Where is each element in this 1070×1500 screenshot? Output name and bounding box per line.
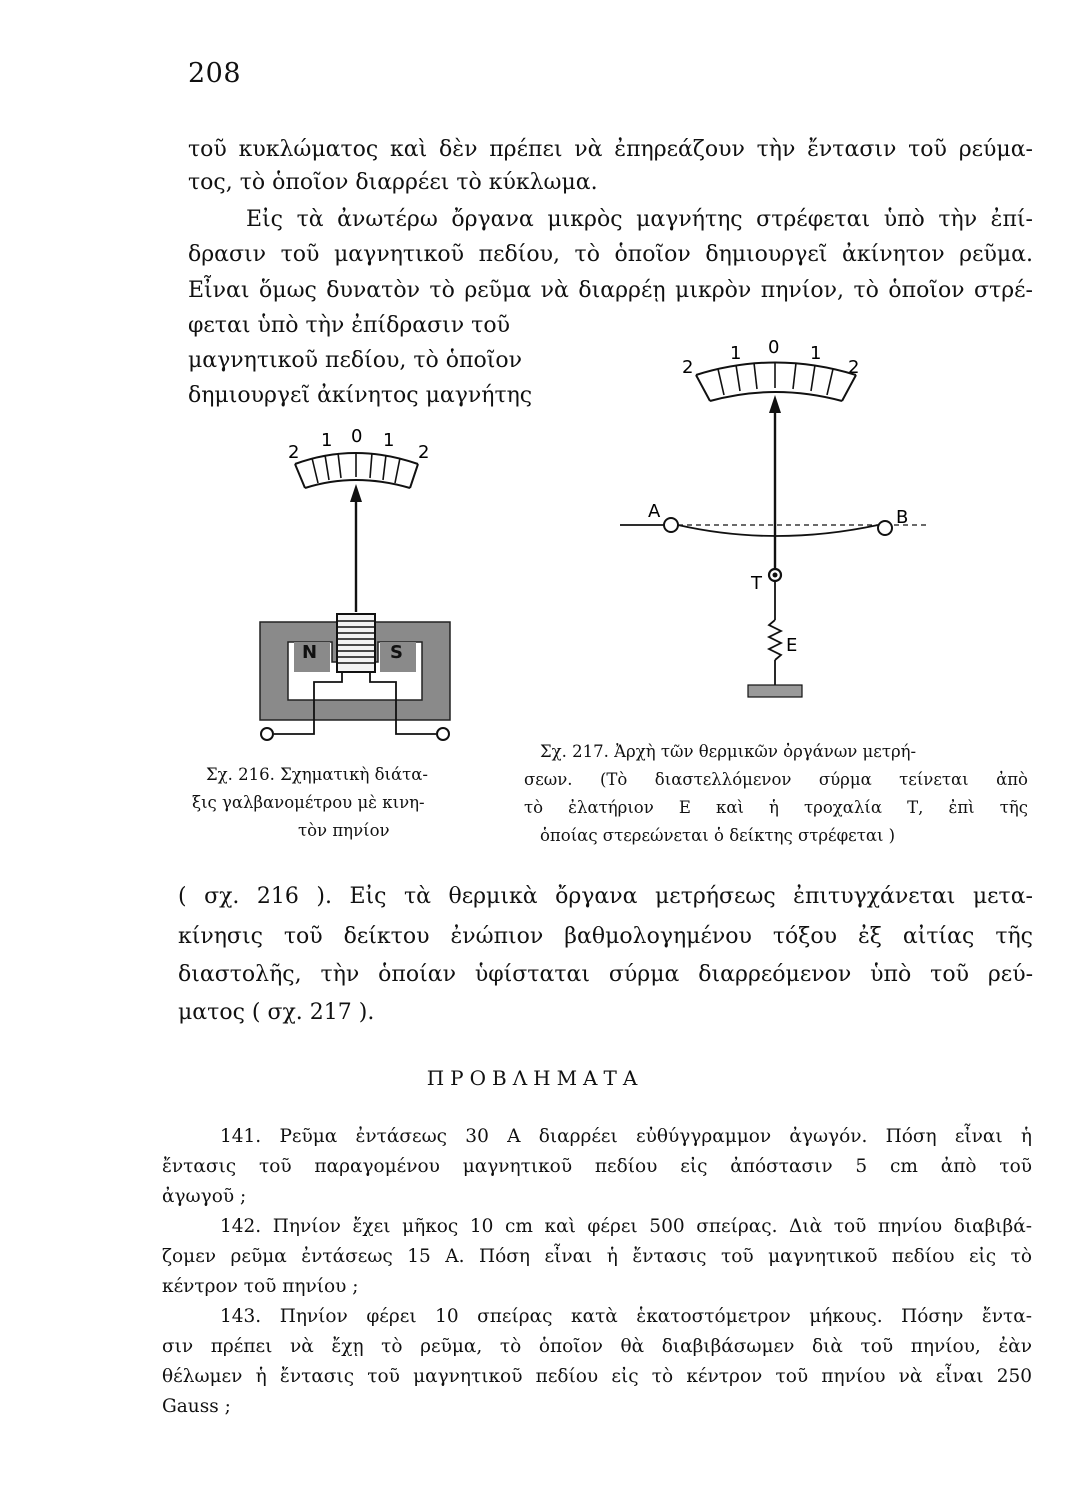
fig216-label-2-left: 2 bbox=[288, 442, 300, 463]
paragraph-line-3: Εἶναι ὅμως δυνατὸν τὸ ρεῦμα νὰ διαρρέῃ μικρὸν πηνίον, τὸ ὁποῖον στρέ- bbox=[188, 278, 1033, 303]
fig217-caption-line-4: ὁποίας στερεώνεται ὁ δείκτης στρέφεται ) bbox=[540, 826, 896, 845]
problem-141-line-3: ἀγωγοῦ ; bbox=[162, 1186, 247, 1207]
fig216-caption-line-1: Σχ. 216. Σχηματικὴ διάτα- bbox=[206, 765, 428, 784]
problem-141-line-2: ἔντασις τοῦ παραγομένου μαγνητικοῦ πεδίου εἰς ἀπόστασιν 5 cm ἀπὸ τοῦ bbox=[162, 1156, 1032, 1177]
paragraph-line-4: φεται ὑπὸ τὴν ἐπίδρασιν τοῦ bbox=[188, 313, 510, 338]
body-line-4: ματος ( σχ. 217 ). bbox=[178, 1000, 375, 1025]
fig216-label-1-left: 1 bbox=[321, 430, 333, 451]
paragraph-line-2: δρασιν τοῦ μαγνητικοῦ πεδίου, τὸ ὁποῖον δημιουργεῖ ἀκίνητον ρεῦμα. bbox=[188, 242, 1033, 267]
body-line-3: διαστολῆς, τὴν ὁποίαν ὑφίσταται σύρμα διαρρεόμενον ὑπὸ τοῦ ρεύ- bbox=[178, 962, 1033, 987]
fig217-caption-line-3: τὸ ἐλατήριον Ε καὶ ἡ τροχαλία Τ, ἐπὶ τῆς bbox=[524, 798, 1028, 817]
fig216-terminal-left bbox=[261, 728, 273, 740]
fig217-terminal-a bbox=[664, 518, 678, 532]
fig216-caption-line-2: ξις γαλβανομέτρου μὲ κινη- bbox=[192, 793, 425, 812]
problem-142-line-2: ζομεν ρεῦμα ἐντάσεως 15 Α. Πόση εἶναι ἡ ἔντασις τοῦ μαγνητικοῦ πεδίου εἰς τὸ bbox=[162, 1246, 1032, 1267]
fig217-label-1-left: 1 bbox=[730, 343, 742, 364]
fig217-label-e: E bbox=[786, 635, 798, 656]
fig216-north-label: N bbox=[302, 642, 318, 663]
fig217-label-1-right: 1 bbox=[810, 343, 822, 364]
fig216-pointer-arrowhead bbox=[350, 484, 362, 502]
fig216-south-label: S bbox=[390, 642, 403, 663]
problem-143-line-4: Gauss ; bbox=[162, 1396, 231, 1417]
figure-217 bbox=[620, 325, 940, 710]
problem-142-line-1: 142. Πηνίον ἔχει μῆκος 10 cm καὶ φέρει 500 σπείρας. Διὰ τοῦ πηνίου διαβιβά- bbox=[220, 1216, 1032, 1237]
fig217-base bbox=[748, 685, 802, 697]
fig217-caption-line-2: σεων. (Τὸ διαστελλόμενον σύρμα τείνεται ἀπὸ bbox=[524, 770, 1028, 789]
fig217-terminal-b bbox=[878, 521, 892, 535]
problem-141-line-1: 141. Ρεῦμα ἐντάσεως 30 Α διαρρέει εὐθύγγραμμον ἀγωγόν. Πόση εἶναι ἡ bbox=[220, 1126, 1032, 1147]
problem-143-line-2: σιν πρέπει νὰ ἔχῃ τὸ ρεῦμα, τὸ ὁποῖον θὰ διαβιβάσωμεν διὰ τοῦ πηνίου, ἐὰν bbox=[162, 1336, 1032, 1357]
intro-line-2: τος, τὸ ὁποῖον διαρρέει τὸ κύκλωμα. bbox=[188, 170, 598, 195]
intro-line-1: τοῦ κυκλώματος καὶ δὲν πρέπει νὰ ἐπηρεάζουν τὴν ἔντασιν τοῦ ρεύμα- bbox=[188, 137, 1033, 162]
fig216-terminal-right bbox=[437, 728, 449, 740]
fig216-scale-arc-inner bbox=[305, 480, 410, 488]
fig217-pointer-arrowhead bbox=[769, 395, 781, 413]
fig217-label-a: A bbox=[648, 501, 661, 522]
fig217-label-0: 0 bbox=[768, 337, 780, 358]
fig216-label-2-right: 2 bbox=[418, 442, 430, 463]
page-number: 208 bbox=[188, 58, 242, 89]
fig217-spring bbox=[769, 620, 781, 660]
section-heading: ΠΡΟΒΛΗΜΑΤΑ bbox=[426, 1066, 644, 1090]
body-line-2: κίνησις τοῦ δείκτου ἐνώπιον βαθμολογημένου τόξου ἐξ αἰτίας τῆς bbox=[178, 924, 1033, 949]
paragraph-line-5: μαγνητικοῦ πεδίου, τὸ ὁποῖον bbox=[188, 348, 522, 373]
fig217-label-t: T bbox=[751, 573, 762, 594]
fig217-hot-wire bbox=[678, 525, 878, 536]
fig217-caption-line-1: Σχ. 217. Ἀρχὴ τῶν θερμικῶν ὀργάνων μετρή- bbox=[540, 742, 917, 761]
fig217-label-b: B bbox=[896, 507, 909, 528]
body-line-1: ( σχ. 216 ). Εἰς τὰ θερμικὰ ὄργανα μετρήσεως ἐπιτυγχάνεται μετα- bbox=[178, 884, 1033, 909]
fig216-label-0: 0 bbox=[351, 426, 363, 447]
paragraph-line-1: Εἰς τὰ ἀνωτέρω ὄργανα μικρὸς μαγνήτης στρέφεται ὑπὸ τὴν ἐπί- bbox=[246, 207, 1033, 232]
fig216-label-1-right: 1 bbox=[383, 430, 395, 451]
problem-143-line-1: 143. Πηνίον φέρει 10 σπείρας κατὰ ἑκατοστόμετρον μήκους. Πόσην ἔντα- bbox=[220, 1306, 1032, 1327]
problem-143-line-3: θέλωμεν ἡ ἔντασις τοῦ μαγνητικοῦ πεδίου εἰς τὸ κέντρον τοῦ πηνίου νὰ εἶναι 250 bbox=[162, 1366, 1032, 1387]
problem-142-line-3: κέντρον τοῦ πηνίου ; bbox=[162, 1276, 359, 1297]
fig217-scale-ticks bbox=[718, 362, 833, 395]
fig217-label-2-left: 2 bbox=[682, 357, 694, 378]
figure-216 bbox=[250, 420, 460, 750]
fig216-caption-line-3: τὸν πηνίον bbox=[298, 821, 390, 840]
fig217-label-2-right: 2 bbox=[848, 357, 860, 378]
paragraph-line-6: δημιουργεῖ ἀκίνητος μαγνήτης bbox=[188, 383, 533, 408]
